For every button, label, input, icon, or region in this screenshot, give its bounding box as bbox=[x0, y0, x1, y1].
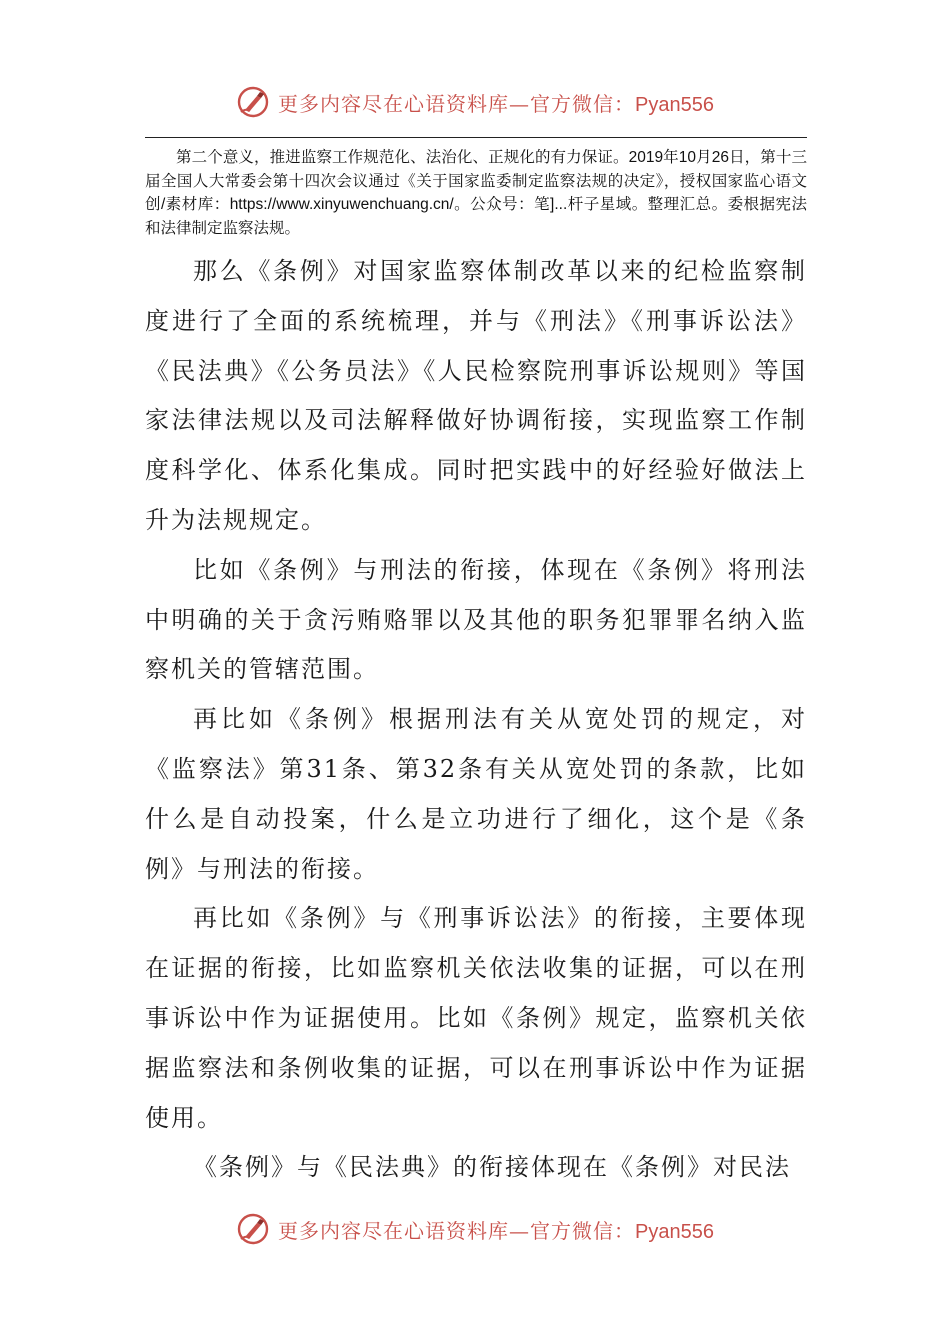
watermark-text: 更多内容尽在心语资料库—官方微信：Pyan556 bbox=[278, 1218, 714, 1243]
watermark-text: 更多内容尽在心语资料库—官方微信：Pyan556 bbox=[278, 91, 714, 116]
paragraph: 那么《条例》对国家监察体制改革以来的纪检监察制度进行了全面的系统梳理，并与《刑法》《刑事诉讼法》《民法典》《公务员法》《人民检察院刑事诉讼规则》等国家法律法规以及司法解释做好协调衔接，实现监察工作制度科学化、体系化集成。同时把实践中的好经验好做法上升为法规规定。 bbox=[145, 257, 807, 534]
watermark-brand: Pyan556 bbox=[635, 1220, 714, 1243]
paragraph: 再比如《条例》与《刑事诉讼法》的衔接，主要体现在证据的衔接，比如监察机关依法收集的证据，可以在刑事诉讼中作为证据使用。比如《条例》规定，监察机关依据监察法和条例收集的证据，可以在刑事诉讼中作为证据使用。 bbox=[145, 904, 807, 1132]
header-rule bbox=[145, 137, 807, 138]
document-body bbox=[145, 247, 807, 1193]
pen-logo-icon bbox=[236, 85, 270, 119]
bottom-watermark-banner bbox=[0, 1207, 950, 1251]
paragraph: 《条例》与《民法典》的衔接体现在《条例》对民法 bbox=[193, 1153, 791, 1182]
paragraph: 再比如《条例》根据刑法有关从宽处罚的规定，对《监察法》第31条、第32条有关从宽处罚的条款，比如什么是自动投案，什么是立功进行了细化，这个是《条例》与刑法的衔接。 bbox=[145, 705, 807, 883]
pen-logo-icon bbox=[236, 1212, 270, 1246]
watermark-brand: Pyan556 bbox=[635, 93, 714, 116]
header-note: 第二个意义，推进监察工作规范化、法治化、正规化的有力保证。2019年10月26日，第十三届全国人大常委会第十四次会议通过《关于国家监委制定监察法规的决定》，授权国家监心语文创/素材库：https://www.xinyuwenchuang.cn/。公众号：笔]...杆子星域。整理汇总。委根据宪法和法律制定监察法规。 bbox=[145, 149, 807, 237]
top-watermark-banner bbox=[0, 80, 950, 124]
paragraph: 比如《条例》与刑法的衔接，体现在《条例》将刑法中明确的关于贪污贿赂罪以及其他的职务犯罪罪名纳入监察机关的管辖范围。 bbox=[145, 555, 807, 684]
